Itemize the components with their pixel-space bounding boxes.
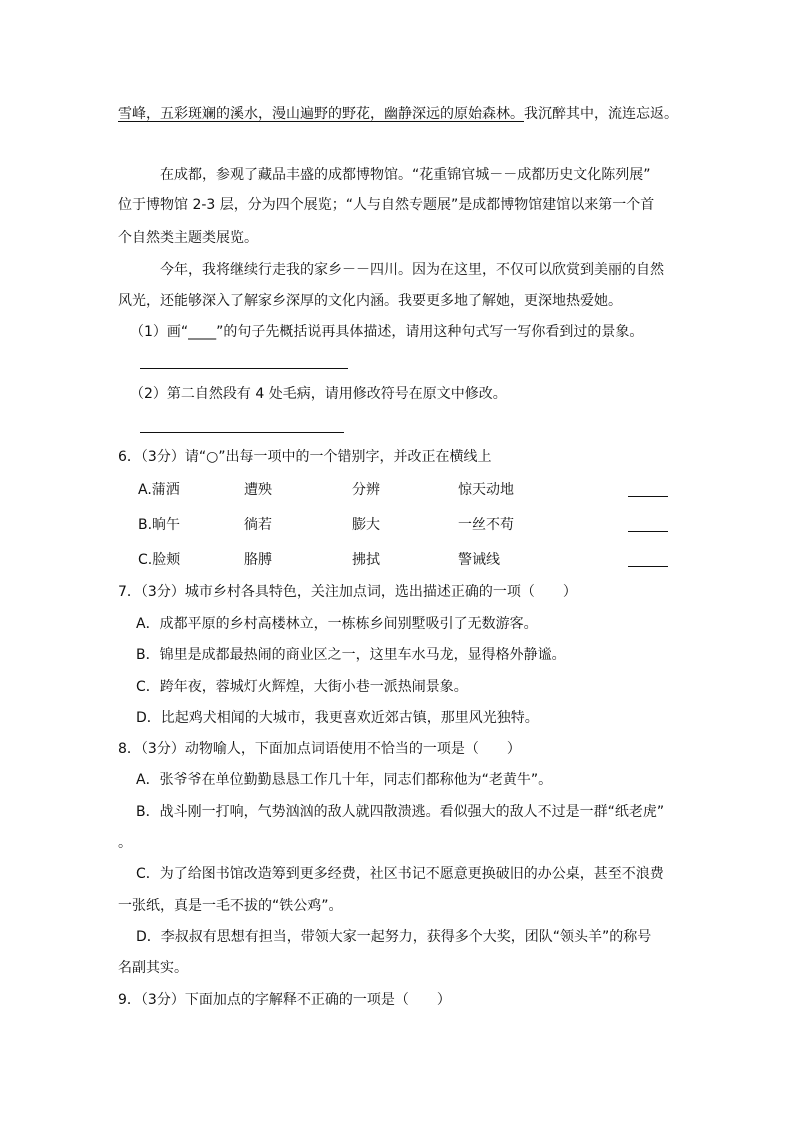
q8-option-c-cont: 一张纸，真是一毛不拔的“铁公鸡”。 xyxy=(118,898,343,914)
q6-row-b-answer-blank[interactable] xyxy=(628,531,668,532)
q7-option-d[interactable]: D．比起鸡犬相闻的大城市，我更喜欢近郊古镇，那里风光独特。 xyxy=(136,710,539,726)
q8-option-a[interactable]: A．张爷爷在单位勤勤恳恳工作几十年，同志们都称他为“老黄牛”。 xyxy=(136,772,553,788)
q6-row-c-word-2: 胳膊 xyxy=(244,552,272,568)
q6-row-b-label: B.晌午 xyxy=(138,517,181,533)
underlined-sentence: 雪峰，五彩斑斓的溪水，漫山遍野的野花，幽静深远的原始森林。 xyxy=(118,106,524,122)
answer-line-2[interactable] xyxy=(140,432,344,433)
q9-stem: 9．（3分）下面加点的字解释不正确的一项是（ ） xyxy=(118,992,451,1008)
q6-row-c-label: C.脸颊 xyxy=(138,552,181,568)
q7-option-b[interactable]: B．锦里是成都最热闹的商业区之一，这里车水马龙，显得格外静谧。 xyxy=(136,647,566,663)
answer-line-1[interactable] xyxy=(140,368,348,369)
q8-option-d[interactable]: D．李叔叔有思想有担当，带领大家一起努力，获得多个大奖，团队“领头羊”的称号 xyxy=(136,929,652,945)
q8-stem: 8．（3分）动物喻人，下面加点词语使用不恰当的一项是（ ） xyxy=(118,741,521,757)
q7-option-c[interactable]: C．跨年夜，蓉城灯火辉煌，大街小巷一派热闹景象。 xyxy=(136,679,468,695)
passage-p2-line-2: 位于博物馆 2-3 层，分为四个展览；“人与自然专题展”是成都博物馆建馆以来第一个首 xyxy=(118,197,655,213)
q8-option-b-cont: 。 xyxy=(118,835,132,851)
q8-option-d-cont: 名副其实。 xyxy=(118,960,188,976)
q8-option-c[interactable]: C．为了给图书馆改造筹到更多经费，社区书记不愿意更换破旧的办公桌，甚至不浪费 xyxy=(136,866,664,882)
passage-p3-line-1: 今年，我将继续行走我的家乡－－四川。因为在这里，不仅可以欣赏到美丽的自然 xyxy=(160,262,664,278)
q6-row-b-word-2: 徜若 xyxy=(244,517,272,533)
passage-line-top xyxy=(118,104,678,124)
q6-row-a-word-2: 遭殃 xyxy=(244,482,272,498)
q6-row-b-word-3: 膨大 xyxy=(352,517,380,533)
q6-row-a-word-3: 分辨 xyxy=(352,482,380,498)
passage-p2-line-1: 在成都，参观了藏品丰盛的成都博物馆。“花重锦官城－－成都历史文化陈列展” xyxy=(160,167,651,183)
passage-p3-line-2: 风光，还能够深入了解家乡深厚的文化内涵。我要更多地了解她，更深地热爱她。 xyxy=(118,293,622,309)
q6-stem: 6．（3分）请“○”出每一项中的一个错别字，并改正在横线上 xyxy=(118,449,492,465)
sub-question-1: （1）画“____”的句子先概括说再具体描述，请用这种句式写一写你看到过的景象。 xyxy=(130,324,644,340)
q7-option-a[interactable]: A．成都平原的乡村高楼林立，一栋栋乡间别墅吸引了无数游客。 xyxy=(136,616,538,632)
sub-question-2: （2）第二自然段有 4 处毛病，请用修改符号在原文中修改。 xyxy=(130,386,507,402)
q6-row-a-word-4: 惊天动地 xyxy=(458,482,514,498)
q6-row-c-answer-blank[interactable] xyxy=(628,566,668,567)
q7-stem: 7．（3分）城市乡村各具特色，关注加点词，选出描述正确的一项（ ） xyxy=(118,584,577,600)
q8-option-b[interactable]: B．战斗刚一打响，气势汹汹的敌人就四散溃逃。看似强大的敌人不过是一群“纸老虎” xyxy=(136,804,665,820)
q6-row-a-answer-blank[interactable] xyxy=(628,496,668,497)
passage-line-top-rest: 我沉醉其中，流连忘返。 xyxy=(524,106,678,122)
q6-row-c-word-3: 拂拭 xyxy=(352,552,380,568)
q6-row-c-word-4: 警诫线 xyxy=(458,552,500,568)
q6-row-a-label: A.蒲洒 xyxy=(138,482,180,498)
passage-p2-line-3: 个自然类主题类展览。 xyxy=(118,230,258,246)
q6-row-b-word-4: 一丝不苟 xyxy=(458,517,514,533)
